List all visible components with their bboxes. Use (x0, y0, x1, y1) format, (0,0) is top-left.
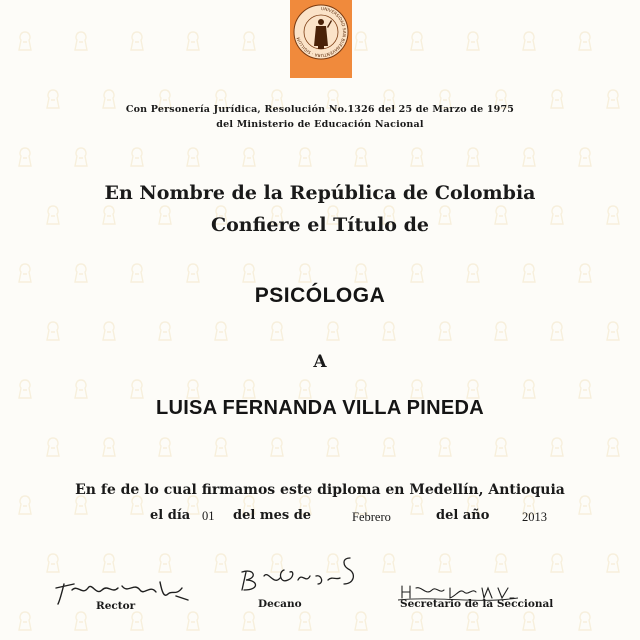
watermark-emblem-icon (322, 320, 344, 342)
watermark-emblem-icon (350, 610, 372, 632)
watermark-emblem-icon (126, 610, 148, 632)
watermark-emblem-icon (406, 262, 428, 284)
watermark-emblem-icon (266, 436, 288, 458)
connector-a: A (313, 352, 327, 372)
watermark-emblem-icon (238, 262, 260, 284)
watermark-emblem-icon (406, 610, 428, 632)
watermark-emblem-icon (462, 262, 484, 284)
watermark-emblem-icon (126, 262, 148, 284)
decano-signature (236, 550, 366, 598)
watermark-emblem-icon (294, 146, 316, 168)
watermark-emblem-icon (406, 146, 428, 168)
watermark-emblem-icon (546, 552, 568, 574)
watermark-emblem-icon (42, 552, 64, 574)
watermark-emblem-icon (518, 30, 540, 52)
month-label: del mes de (233, 508, 312, 523)
watermark-emblem-icon (350, 146, 372, 168)
recipient-name: LUISA FERNANDA VILLA PINEDA (155, 397, 485, 419)
watermark-emblem-icon (14, 610, 36, 632)
seal-ring-text: UNIVERSIDAD SAN BUENAVENTURA · SIGILLUM (295, 5, 348, 59)
watermark-emblem-icon (126, 30, 148, 52)
legal-line-1: Con Personería Jurídica, Resolución No.1326 del 25 de Marzo de 1975 (125, 104, 515, 115)
watermark-emblem-icon (378, 320, 400, 342)
watermark-emblem-icon (574, 610, 596, 632)
watermark-emblem-icon (574, 262, 596, 284)
watermark-emblem-icon (126, 146, 148, 168)
watermark-emblem-icon (14, 30, 36, 52)
watermark-emblem-icon (154, 436, 176, 458)
watermark-emblem-icon (602, 320, 624, 342)
degree-title: PSICÓLOGA (254, 284, 386, 307)
watermark-emblem-icon (70, 610, 92, 632)
watermark-emblem-icon (434, 436, 456, 458)
university-seal (290, 0, 352, 78)
watermark-emblem-icon (182, 610, 204, 632)
watermark-emblem-icon (350, 30, 372, 52)
day-value: 01 (202, 509, 215, 523)
watermark-emblem-icon (350, 262, 372, 284)
watermark-emblem-icon (182, 262, 204, 284)
watermark-emblem-icon (602, 552, 624, 574)
watermark-emblem-icon (42, 320, 64, 342)
watermark-emblem-icon (238, 610, 260, 632)
watermark-emblem-icon (98, 552, 120, 574)
watermark-emblem-icon (14, 146, 36, 168)
secretario-label: Secretario de la Seccional (400, 598, 554, 610)
watermark-emblem-icon (98, 320, 120, 342)
watermark-emblem-icon (490, 552, 512, 574)
watermark-emblem-icon (518, 146, 540, 168)
closing-line: En fe de lo cual firmamos este diploma en Medellín, Antioquia (75, 482, 565, 498)
watermark-emblem-icon (238, 30, 260, 52)
watermark-emblem-icon (14, 262, 36, 284)
watermark-emblem-icon (546, 436, 568, 458)
watermark-emblem-icon (322, 436, 344, 458)
watermark-emblem-icon (154, 320, 176, 342)
legal-line-2: del Ministerio de Educación Nacional (216, 119, 424, 130)
watermark-emblem-icon (490, 436, 512, 458)
watermark-emblem-icon (294, 262, 316, 284)
watermark-emblem-icon (210, 436, 232, 458)
watermark-emblem-icon (378, 436, 400, 458)
watermark-emblem-icon (238, 146, 260, 168)
watermark-emblem-icon (434, 552, 456, 574)
watermark-emblem-icon (574, 30, 596, 52)
watermark-emblem-icon (210, 320, 232, 342)
watermark-emblem-icon (182, 146, 204, 168)
heading-line-2: Confiere el Título de (211, 214, 429, 236)
watermark-emblem-icon (546, 320, 568, 342)
watermark-emblem-icon (98, 436, 120, 458)
watermark-emblem-icon (70, 262, 92, 284)
day-label: el día (150, 508, 191, 523)
watermark-emblem-icon (70, 30, 92, 52)
watermark-emblem-icon (574, 146, 596, 168)
watermark-emblem-icon (70, 146, 92, 168)
watermark-emblem-icon (518, 610, 540, 632)
watermark-emblem-icon (406, 30, 428, 52)
year-value: 2013 (522, 510, 547, 524)
year-label: del año (436, 508, 490, 523)
decano-label: Decano (258, 598, 302, 610)
watermark-emblem-icon (462, 610, 484, 632)
watermark-emblem-icon (294, 610, 316, 632)
watermark-emblem-icon (42, 436, 64, 458)
watermark-emblem-icon (378, 552, 400, 574)
watermark-emblem-icon (462, 146, 484, 168)
watermark-emblem-icon (462, 30, 484, 52)
rector-label: Rector (96, 600, 136, 612)
watermark-emblem-icon (154, 552, 176, 574)
watermark-emblem-icon (266, 320, 288, 342)
watermark-emblem-icon (518, 262, 540, 284)
watermark-emblem-icon (434, 320, 456, 342)
heading-line-1: En Nombre de la República de Colombia (104, 182, 536, 204)
month-value: Febrero (352, 510, 391, 524)
watermark-emblem-icon (182, 30, 204, 52)
watermark-emblem-icon (490, 320, 512, 342)
watermark-emblem-icon (602, 436, 624, 458)
watermark-emblem-icon (210, 552, 232, 574)
